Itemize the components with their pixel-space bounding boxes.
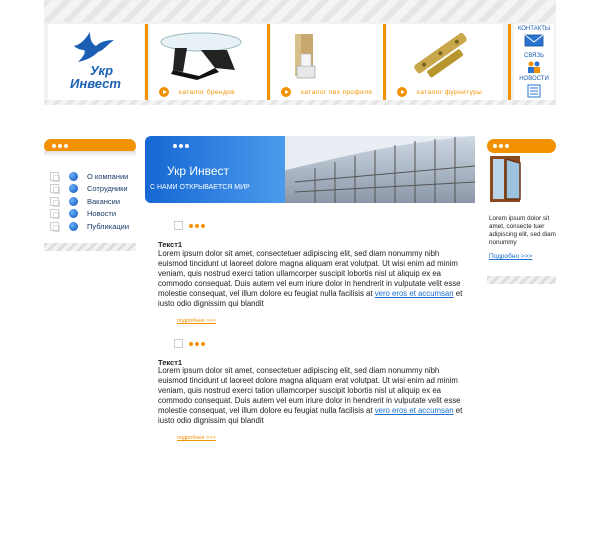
catalog-brands[interactable]: [149, 24, 267, 100]
square-icon: [50, 184, 59, 193]
nav-contacts[interactable]: [514, 26, 554, 32]
dove-logo-icon: [72, 32, 114, 62]
menu-item-news[interactable]: [50, 208, 129, 221]
window-image: [488, 154, 524, 204]
play-icon: [397, 87, 407, 97]
left-menu: [50, 170, 129, 233]
glass-table-image: [153, 26, 263, 82]
building-image: [255, 136, 475, 203]
left-decor-stripe: [44, 243, 136, 251]
post-text: Lorem ipsum dolor sit amet, consectetuer adipiscing elit, sed diam nonummy nibh euismod tincidunt ut laoreet dolore magna aliquam erat volutpat. Ut wisi enim ad minim veniam, quis nostrud exerci tation ullamcorper suscipit lobortis nisl ut aliquip ex ea commodo consequat. Duis autem vel eum iriure dolor in hendrerit in vulputate velit esse molestie consequat, vel illum dolore eu feugiat nulla facilisis at: [158, 366, 461, 415]
door-hinge-image: [391, 26, 499, 82]
banner-blue-panel: [145, 136, 285, 203]
catalog-link[interactable]: [281, 86, 372, 98]
menu-item-publications[interactable]: [50, 220, 129, 233]
catalog-pvc-profile[interactable]: [271, 24, 383, 100]
catalog-hardware[interactable]: [387, 24, 503, 100]
dots-icon: [189, 224, 205, 228]
dots-icon: [52, 144, 68, 148]
square-icon: [50, 172, 59, 181]
bullet-icon: [69, 197, 78, 206]
square-icon: [174, 339, 183, 348]
menu-item-label: Сотрудники: [87, 184, 128, 194]
side-nav: [514, 24, 554, 100]
header-bottom-stripe: [44, 100, 556, 105]
read-more-link[interactable]: подробнее >>>: [177, 435, 216, 441]
menu-item-label: Вакансии: [87, 196, 121, 206]
bullet-icon: [69, 172, 78, 181]
logo-text: [70, 64, 121, 90]
post-header: [174, 339, 205, 348]
top-decor-stripe: [44, 0, 556, 22]
divider: [145, 24, 148, 100]
post-title: Текст1: [158, 240, 183, 249]
catalog-label: каталог брендов: [179, 88, 236, 96]
nav-news[interactable]: [514, 76, 554, 82]
divider: [267, 24, 270, 100]
nav-connection[interactable]: [514, 53, 554, 59]
bullet-icon: [69, 209, 78, 218]
post-text-tail: et iusto odio dignissim qui blandit: [158, 289, 463, 308]
square-icon: [50, 197, 59, 206]
menu-item-label: Новости: [87, 209, 117, 219]
mail-icon: [524, 34, 544, 47]
logo-line1: Укр: [90, 63, 114, 78]
square-icon: [174, 221, 183, 230]
right-decor-stripe: [487, 276, 556, 284]
right-panel-tab: [487, 139, 556, 153]
square-icon: [50, 209, 59, 218]
catalog-label: каталог пвх профиля: [301, 88, 373, 96]
right-panel-text: Lorem ipsum dolor sit amet, consecte tuer adipiscing elit, sed diam nonummy: [489, 215, 556, 246]
bullet-icon: [69, 184, 78, 193]
banner-tagline: С НАМИ ОТКРЫВАЕТСЯ МИР: [150, 184, 250, 191]
dots-icon: [493, 144, 509, 148]
menu-item-vacancies[interactable]: [50, 195, 129, 208]
banner-title: Укр Инвест: [167, 164, 230, 178]
people-icon: [526, 61, 542, 73]
catalog-label: каталог фурнитуры: [417, 88, 483, 96]
catalog-link[interactable]: [159, 86, 235, 98]
bullet-icon: [69, 222, 78, 231]
post-title: Текст1: [158, 358, 183, 367]
logo-line2: Инвест: [70, 76, 121, 91]
menu-item-staff[interactable]: [50, 183, 129, 196]
nav-news-label: НОВОСТИ: [519, 76, 549, 82]
news-icon: [527, 84, 541, 98]
post-inline-link[interactable]: vero eros et accumsan: [374, 289, 454, 298]
catalog-link[interactable]: [397, 86, 482, 98]
post-text: Lorem ipsum dolor sit amet, consectetuer adipiscing elit, sed diam nonummy nibh euismod tincidunt ut laoreet dolore magna aliquam erat volutpat. Ut wisi enim ad minim veniam, quis nostrud exerci tation ullamcorper suscipit lobortis nisl ut aliquip ex ea commodo consequat. Duis autem vel eum iriure dolor in hendrerit in vulputate velit esse molestie consequat, vel illum dolore eu feugiat nulla facilisis at: [158, 249, 461, 298]
nav-contacts-label: КОНТАКТЫ: [517, 26, 551, 32]
left-menu-shadow: [44, 151, 136, 157]
post-body: [158, 249, 464, 309]
post-inline-link[interactable]: vero eros et accumsan: [374, 406, 454, 415]
pvc-profile-image: [275, 26, 379, 82]
post-header: [174, 221, 205, 230]
divider: [508, 24, 511, 100]
play-icon: [281, 87, 291, 97]
play-icon: [159, 87, 169, 97]
menu-item-about[interactable]: [50, 170, 129, 183]
square-icon: [50, 222, 59, 231]
nav-connection-label: СВЯЗЬ: [523, 53, 545, 59]
menu-item-label: Публикации: [87, 221, 130, 231]
dots-icon: [173, 144, 189, 148]
dots-icon: [189, 342, 205, 346]
menu-item-label: О компании: [87, 171, 129, 181]
read-more-link[interactable]: подробнее >>>: [177, 318, 216, 324]
post-body: [158, 366, 464, 426]
post-text-tail: et iusto odio dignissim qui blandit: [158, 406, 463, 425]
hero-banner: [145, 136, 475, 203]
right-panel-more-link[interactable]: Подробно >>>: [489, 253, 533, 260]
divider: [383, 24, 386, 100]
logo[interactable]: [48, 24, 144, 100]
